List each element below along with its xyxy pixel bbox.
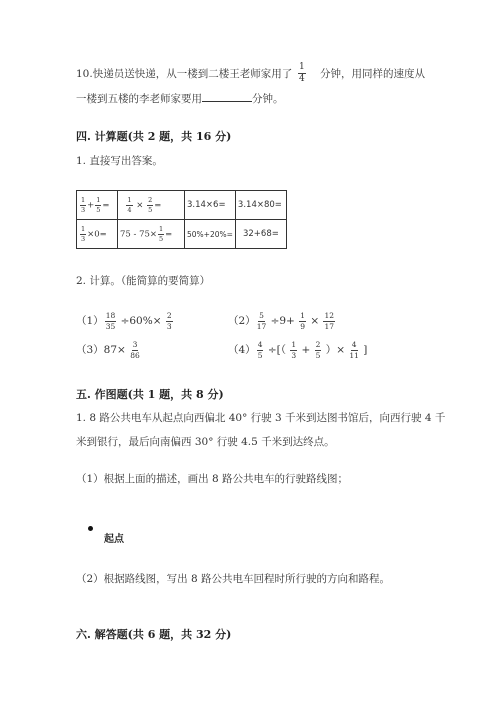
expr-label: （2） — [228, 315, 256, 327]
cell-r1c4: 3.14×80= — [235, 191, 286, 220]
op: × — [136, 200, 144, 211]
frac-d: 5 — [257, 350, 263, 360]
frac-d: 5 — [315, 350, 321, 360]
frac-n: 2 — [166, 311, 172, 320]
eq: = — [165, 229, 173, 240]
cell-r1c1 — [77, 191, 118, 220]
section4-q2: 2. 计算。（能简算的要简算） — [76, 275, 211, 287]
frac-d: 3 — [291, 350, 297, 360]
lead: 75 - 75× — [120, 229, 158, 240]
expr-label: （1） — [76, 315, 104, 327]
frac-d: 5 — [148, 205, 153, 214]
expr-op: ）× — [325, 344, 346, 356]
frac-d: 17 — [256, 321, 267, 331]
calc-table — [76, 190, 287, 249]
q10-frac-denominator: 4 — [299, 74, 305, 84]
frac-d: 11 — [349, 350, 359, 360]
q10-line1-text: 10.快递员送快递，从一楼到二楼王老师家用了 — [76, 68, 293, 80]
frac-d: 9 — [300, 321, 305, 331]
expr-3 — [76, 341, 141, 359]
frac-d: 3 — [81, 205, 86, 214]
start-point-dot — [88, 526, 93, 531]
frac-d: 5 — [159, 234, 164, 243]
frac-n: 2 — [315, 340, 321, 349]
section5-sub2: （2）根据路线图，写出 8 路公共电车回程时所行驶的方向和路程。 — [76, 573, 391, 585]
q10-line2-text: 一楼到五楼的李老师家要用 — [76, 93, 202, 105]
section5-p2: 米到银行，最后向南偏西 30° 行驶 4.5 千米到达终点。 — [76, 436, 335, 448]
frac-d: 35 — [105, 321, 116, 331]
expr-2 — [228, 312, 336, 330]
tail: ×0= — [87, 229, 107, 240]
table-row — [77, 191, 287, 220]
cell-r2c2 — [118, 220, 185, 249]
frac-n: 5 — [259, 311, 264, 320]
q10-answer-blank[interactable] — [202, 92, 252, 102]
table-row — [77, 220, 287, 249]
frac-n: 1 — [96, 196, 101, 204]
op: + — [87, 200, 95, 211]
section5-sub1: （1）根据上面的描述，画出 8 路公共电车的行驶路线图； — [76, 473, 349, 485]
frac-n: 1 — [127, 196, 132, 204]
expr-op: ÷[（ — [267, 344, 286, 356]
frac-d: 86 — [130, 350, 140, 360]
expr-label: （3）87× — [76, 344, 126, 356]
frac-n: 1 — [300, 311, 305, 320]
cell-r1c2 — [118, 191, 185, 220]
q10-line1-tail: 分钟，用同样的速度从 — [320, 68, 425, 80]
expr-op: ] — [363, 344, 368, 356]
start-point-label: 起点 — [104, 534, 124, 545]
frac-n: 12 — [324, 311, 335, 320]
frac-d: 5 — [96, 205, 101, 214]
frac-d: 17 — [324, 321, 335, 331]
expr-4 — [228, 341, 367, 359]
expr-1 — [76, 312, 174, 330]
frac-d: 3 — [166, 321, 172, 331]
section6-title: 六. 解答题(共 6 题，共 32 分) — [76, 628, 232, 641]
eq: = — [102, 200, 110, 211]
expr-op: ÷9+ — [270, 315, 295, 327]
frac-n: 4 — [257, 340, 263, 349]
section4-q1: 1. 直接写出答案。 — [76, 155, 163, 167]
cell-r2c4: 32+68= — [235, 220, 286, 249]
section4-title: 四. 计算题(共 2 题，共 16 分) — [76, 130, 232, 143]
frac-d: 3 — [81, 234, 86, 243]
cell-r2c1 — [77, 220, 118, 249]
frac-d: 4 — [127, 205, 132, 214]
q10-fraction — [297, 63, 307, 84]
cell-r1c3: 3.14×6= — [185, 191, 236, 220]
frac-n: 1 — [81, 196, 86, 204]
frac-n: 4 — [351, 340, 357, 349]
frac-n: 1 — [81, 225, 86, 233]
cell-r2c3: 50%+20%= — [185, 220, 236, 249]
frac-n: 1 — [291, 340, 297, 349]
q10-line2-tail: 分钟。 — [252, 93, 284, 105]
eq: = — [154, 200, 162, 211]
q10-frac-numerator: 1 — [299, 62, 305, 72]
frac-n: 18 — [105, 311, 116, 320]
expr-op: ÷60%× — [120, 315, 162, 327]
section5-title: 五. 作图题(共 1 题，共 8 分) — [76, 388, 224, 401]
frac-n: 2 — [148, 196, 153, 204]
frac-n: 3 — [132, 340, 138, 349]
expr-op: + — [301, 344, 311, 356]
expr-op: × — [310, 315, 320, 327]
section5-p1: 1. 8 路公共电车从起点向西偏北 40° 行驶 3 千米到达图书馆后，向西行驶 4 千 — [76, 412, 446, 424]
frac-n: 1 — [159, 225, 164, 233]
q10-line2 — [76, 92, 284, 106]
expr-label: （4） — [228, 344, 256, 356]
